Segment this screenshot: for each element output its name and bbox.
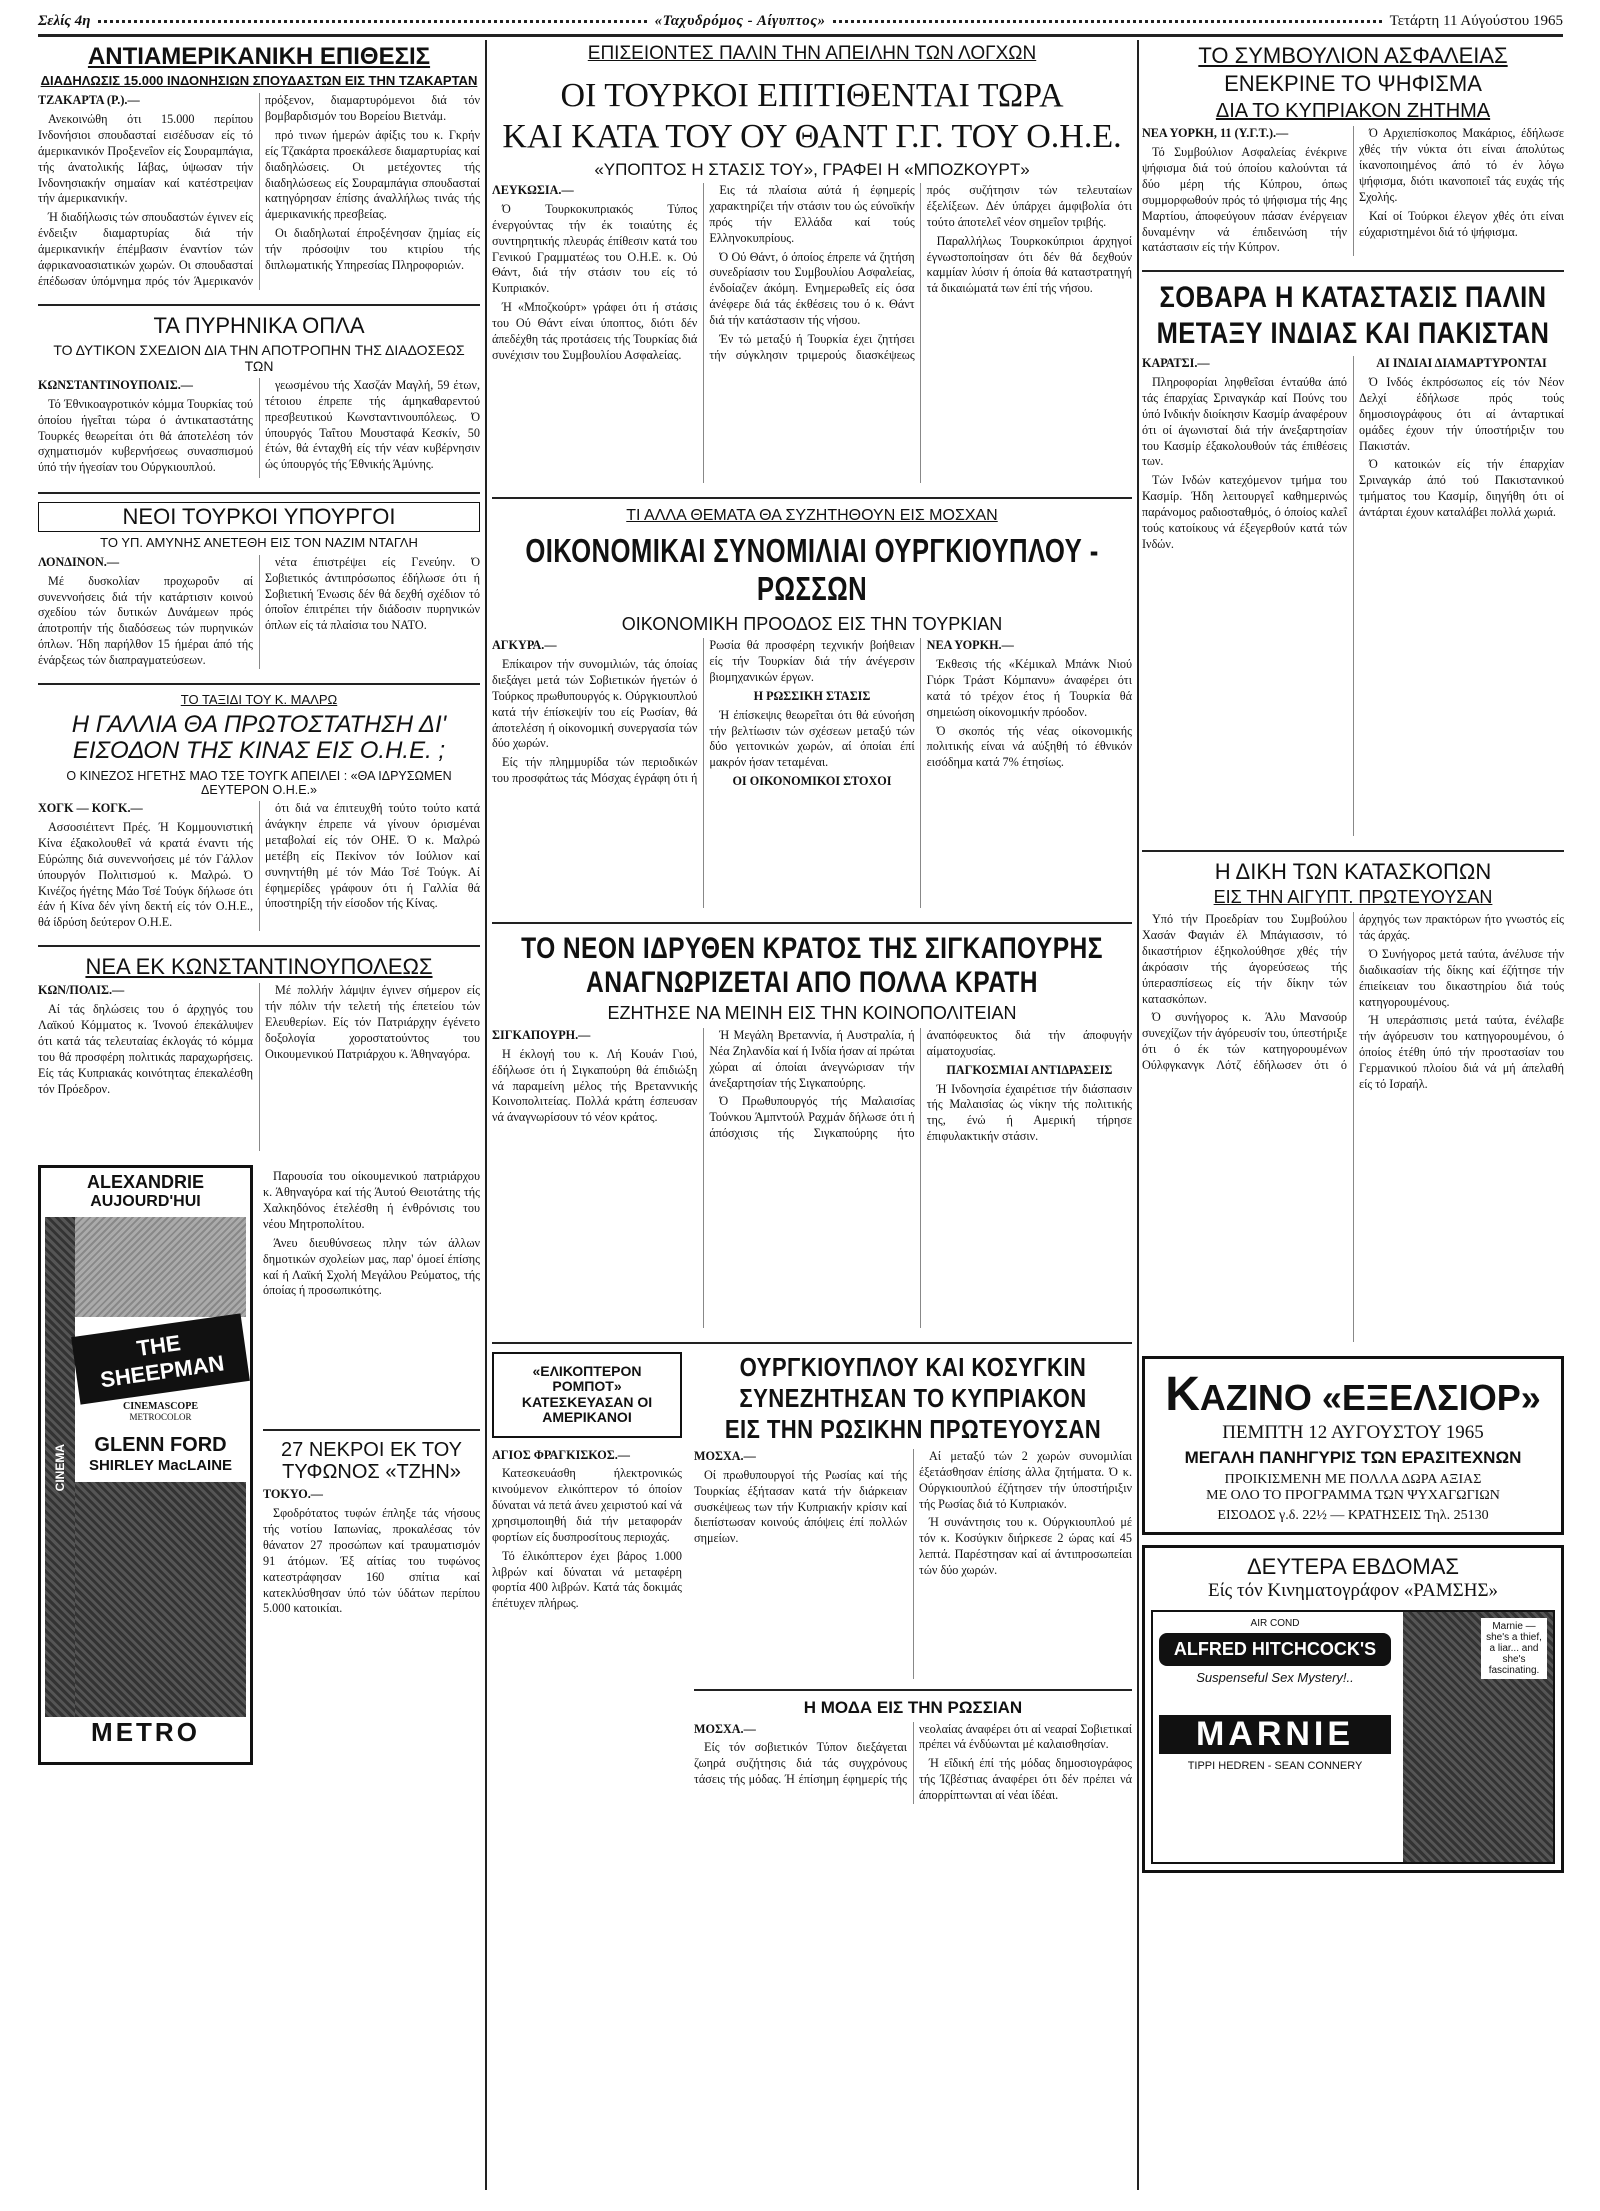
deck: ΟΙΚΟΝΟΜΙΚΗ ΠΡΟΟΔΟΣ ΕΙΣ ΤΗΝ ΤΟΥΡΚΙΑΝ [621,613,1003,634]
dateline: ΜΟΣΧΑ.— [694,1448,756,1463]
deck: ΤΟ ΥΠ. ΑΜΥΝΗΣ ΑΝΕΤΕΘΗ ΕΙΣ ΤΟΝ ΝΑΖΙΜ ΝΤΑΓΛΗ [100,534,418,550]
poster-photo [75,1482,246,1717]
headline: ΣΟΒΑΡΑ Η ΚΑΤΑΣΤΑΣΙΣ ΠΑΛΙΝ ΜΕΤΑΞΥ ΙΝΔΙΑΣ ΚΑΙ ΠΑΚΙΣΤΑΝ [1156,281,1550,351]
paragraph: Μέ πολλήν λάμψιν έγινεν σήμερον είς τήν πόλιν τήν τελετή τής έπετείου τών Ελευθερίων. Είς τόν Πατριάρχην έγένετο δοξολογία χοροστατούντος του Οικουμενικού Πατριάρχου κ. Άθηναγόρα. [265,983,480,1061]
dateline: ΚΩΝ/ΠΟΛΙΣ.— [38,983,125,998]
paragraph: Ή Μεγάλη Βρεταννία, ή Αυστραλία, ή Νέα Ζηλανδία καί ή Ινδία ήσαν αί πρώται χώραι αί όποίαι άνεγνώρισαν τήν άνεξαρτησίαν τής Σιγκαπούρης. [709,1027,915,1090]
paragraph: Είς τήν πλημμυρίδα τών περιοδικών του προσφάτως τάς Μόσχας έγράφη ότι ή Ρωσία θά προσφέρη τεχνικήν βοήθειαν είς τήν Τουρκίαν διά τήν άνέγερσιν βιομηχανικών έργων. [492,638,915,786]
paragraph: Ό σκοπός τής νέας οίκονομικής πολιτικής είναι νά αύξηθή τό έθνικόν εισόδημα κατά 7% έτησίως. [926,723,1132,770]
deck: ΕΖΗΤΗΣΕ ΝΑ ΜΕΙΝΗ ΕΙΣ ΤΗΝ ΚΟΙΝΟΠΟΛΙΤΕΙΑΝ [607,1003,1017,1024]
deck: ΔΙΑΔΗΛΩΣΙΣ 15.000 ΙΝΔΟΝΗΣΙΩΝ ΣΠΟΥΔΑΣΤΩΝ ΕΙΣ ΤΗΝ ΤΖΑΚΑΡΤΑΝ [40,73,478,89]
paragraph: ότι διά να έπιτευχθή τούτο τούτο κατά άνάγκην έπρεπε νά γίνουν όρισμέναι μεταβολαί είς τόν ΟΗΕ. Ό κ. Μαλρώ μετέβη είς Πεκίνον τόν Ιούλιον καί συνηντήθη μέ τόν Μάο Τσέ Τούγκ. Αί έφημερίδες γράφουν ότι ή Γαλλία θά ύποστηρίξη τήν είσοδον τής Κίνας. [265,801,480,911]
paragraph: Σφοδρότατος τυφών έπληξε τάς νήσους τής νοτίου Ιαπωνίας, προκαλέσας τόν θάνατον 27 προσώπων καί τραυματισμόν 91 άτόμων. Έξ αίτίας του τυφώνος κατεστράφησαν 160 σπίτια καί κατεκλύσθησαν ύπό τών ύδάτων περίπου 5.000 κατοικίαι. [263,1506,480,1616]
column-rule [485,40,487,2190]
masthead-rule [833,20,1381,23]
headline: ΟΥΡΓΚΙΟΥΠΛΟΥ ΚΑΙ ΚΟΣΥΓΚΙΝ [739,1351,1087,1382]
paragraph: Ό Πρωθυπουργός τής Μαλαισίας Τούνκου Άμπντούλ Ραχμάν δήλωσε ότι ή άπόσχισις τής Σιγκαπούρης ήτο άναπόφευκτος διά τήν άποφυγήν αίματοχυσίας. [709,1027,1132,1141]
paragraph: Ή Ινδονησία έχαιρέτισε τήν διάσπασιν τής Μαλαισίας ώς νίκην τής πολιτικής της, ένώ ή Αμερική τήρησε έπιφυλακτικήν στάσιν. [926,1081,1132,1144]
paragraph: Ό Αρχιεπίσκοπος Μακάριος, έδήλωσε χθές τήν νύκτα ότι είναι άπολύτως ίκανοποιημένος άπό τό έν λόγω ψήφισμα, διότι ικανοποιεΐ τάς ευχάς τής Σχολής. [1359,126,1564,204]
article-body [38,555,480,669]
paragraph: νέτα έπιστρέψει είς Γενεύην. Ό Σοβιετικός άντιπρόσωπος έδήλωσε ότι ή Σοβιετική Ένωσις δέν θά δεχθή σχέδιον τό όποΐον έπιτρέπει τήν διάδοσιν πυρηνικών όπλων είς τά πλαίσια του ΝΑΤΟ. [265,554,480,633]
dateline: ΛΟΝΔΙΝΟΝ.— [38,554,120,569]
headline: ΤΑ ΠΥΡΗΝΙΚΑ ΟΠΛΑ [153,312,365,338]
paragraph: Έν τώ μεταξύ ή Τουρκία έχει ζητήσει τήν σύγκλησιν τριμερούς διασκέψεως πρός συζήτησιν τών τελευταίων έξελίξεων. Δέν ύπάρχει άμφιβολία ότι τούτο άποτελεΐ νέον σημεΐον τριβής. [709,183,1132,362]
paragraph: Ό Ού Θάντ, ό όποίος έπρεπε νά ζητήση συνεδρίασιν του Συμβουλίου Ασφαλείας, ένδοίαζεν άκόμη. Ενημερωθεΐς είς όσα άνέφερε διά τάς έκθέσεις του ό κ. Θάντ διά τήν κατάστασιν τής νήσου. [709,249,915,328]
bottom-center-block [492,1352,1132,1968]
paragraph: Παραλλήλως Τουρκοκύπριοι άρχηγοί έγνωστοποίησαν ότι δέν θά δεχθούν καμμίαν λύσιν ή όποία θά καταστρατηγή τά δικαιώματά των έπί τής νήσου. [926,233,1132,296]
air-cond-label: AIR COND [1250,1618,1300,1630]
subhead: Η ΡΩΣΣΙΚΗ ΣΤΑΣΙΣ [753,688,871,703]
article-body [38,801,480,931]
article-typhoon-and-continued [263,1165,480,1765]
paragraph: Άνευ διευθύνσεως πλην τών άλλων δημοτικών σχολείων μας, παρ' όμοεί έπίσης καί ή Λαϊκή Σχολή Μεγάλου Ρεύματος, τής όποίας ή προσωπικότης. [263,1235,480,1298]
article-body [38,983,480,1151]
paragraph: Ασσοσιέιτεντ Πρές. Ή Κομμουνιστική Κίνα έξακολουθεΐ νά κρατά έναντι τής Εύρώπης διά συνεννοήσεις μέ τόν Γάλλον ύπουργόν Πολιτισμού κ. Μαλρώ. Ό Κινέζος ήγέτης Μάο Τσέ Τούγκ δήλωσε ότι έάν ή Κίνα δέν γίνη δεκτή είς τόν Ο.Η.Ε., θά ίδρύση δεύτερον Ο.Η.Ε. [38,820,253,930]
dateline: ΝΕΑ ΥΟΡΚΗ.— [926,638,1014,653]
article-urguplu-kosygin [694,1352,1132,1968]
cinema-name: Είς τόν Κινηματογράφον «ΡΑΜΣΗΣ» [1207,1580,1499,1602]
subhead: ΟΙ ΟΙΚΟΝΟΜΙΚΟΙ ΣΤΟΧΟΙ [732,774,892,789]
divider [38,945,480,947]
dateline: ΑΓΙΟΣ ΦΡΑΓΚΙΣΚΟΣ.— [492,1447,630,1462]
ad-line: ΜΕ ΟΛΟ ΤΟ ΠΡΟΓΡΑΜΜΑ ΤΩΝ ΨΥΧΑΓΩΓΙΩΝ [1206,1488,1500,1504]
director-name: ALFRED HITCHCOCK'S [1159,1633,1391,1666]
paragraph: Τό Έθνικοαγροτικόν κόμμα Τουρκίας τού όποίου ήγεΐται τώρα ό άντικαταστάτης Τουρκές θεωρείται ότι θά άποτελέση τόν σχηματισμόν κυβερνήσεως συνασπισμού ύπό τήν ήγεσίαν του Ούργκιουπλού. [38,396,253,475]
article-body [492,638,1132,908]
article-body [694,1449,1132,1679]
paragraph: Ό Ινδός έκπρόσωπος είς τόν Νέον Δελχί έδήλωσε πρός τούς δημοσιογράφους ότι αί άνταρτικαί ομάδες έχουν τήν ύποστήριξιν του Πακιστάν. [1359,375,1564,453]
masthead-rule [98,20,646,23]
subhead: ΠΑΓΚΟΣΜΙΑΙ ΑΝΤΙΔΡΑΣΕΙΣ [946,1062,1113,1077]
paragraph: Τών Ινδών κατεχόμενον τμήμα του Κασμίρ. Ήδη λειτουργεΐ καθημερινώς παράνομος ραδιοσταθμός, ό όποίος καλεΐ τούς κατοίκους νά έξεγερθούν κατά τών Ινδών. [1142,473,1347,551]
deck: «ΥΠΟΠΤΟΣ Η ΣΤΑΣΙΣ ΤΟΥ», ΓΡΑΦΕΙ Η «ΜΠΟΖΚΟΥΡΤ» [594,159,1030,179]
headline: Η ΓΑΛΛΙΑ ΘΑ ΠΡΩΤΟΣΤΑΤΗΣΗ ΔΙ' ΕΙΣΟΔΟΝ ΤΗΣ ΚΙΝΑΣ ΕΙΣ Ο.Η.Ε. ; [71,710,447,765]
headline: ΟΙΚΟΝΟΜΙΚΑΙ ΣΥΝΟΜΙΛΙΑΙ ΟΥΡΓΚΙΟΥΠΛΟΥ - ΡΩΣΣΩΝ [525,531,1099,607]
entry-price: ΕΙΣΟΔΟΣ γ.δ. 22½ — ΚΡΑΤΗΣΕΙΣ Τηλ. 25130 [1217,1508,1489,1524]
masthead [38,10,1563,32]
dateline: ΣΙΓΚΑΠΟΥΡΗ.— [492,1027,591,1042]
article-body [1142,912,1564,1342]
article-body [38,378,480,478]
article-body [38,93,480,289]
headline: ΝΕΑ ΕΚ ΚΩΝΣΤΑΝΤΙΝΟΥΠΟΛΕΩΣ [85,954,433,980]
article-body [492,1448,682,1968]
article-body [263,1487,480,1617]
ramses-cinema-ad [1142,1545,1564,1873]
headline: ΤΟ ΝΕΟΝ ΙΔΡΥΘΕΝ ΚΡΑΤΟΣ ΤΗΣ ΣΙΓΚΑΠΟΥΡΗΣ [521,932,1103,966]
ad-line: ΠΡΟΙΚΙΣΜΕΝΗ ΜΕ ΠΟΛΛΑ ΔΩΡΑ ΑΞΙΑΣ [1224,1472,1482,1488]
headline: Η ΜΟΔΑ ΕΙΣ ΤΗΝ ΡΩΣΣΙΑΝ [803,1697,1023,1717]
article-india-pakistan [1142,280,1564,836]
ad-initial: K [1165,1368,1200,1422]
article-robot-helicopter [492,1352,682,1968]
dateline: ΚΩΝΣΤΑΝΤΙΝΟΥΠΟΛΙΣ.— [38,378,193,393]
paragraph: Κατεσκευάσθη ήλεκτρονικώς κινούμενον ελικόπτερον τό όποίον δύναται νά πετά άνευ χειριστού καί νά χρησιμοποιηθή διά τήν μεταφοράν φορτίων είς δυσπροσίτους περιοχάς. [492,1466,682,1544]
paragraph: Υπό τήν Προεδρίαν του Συμβούλου Χασάν Φαγιάν έλ Μπάγιασσιν, τό δικαστήριον έξηκολούθησε χθές τήν άκρόασιν τής άγορεύσεως τής ύπερασπίσεως είς τήν δίκην τών κατασκόπων. [1142,912,1347,1006]
kazino-excelsior-ad [1142,1356,1564,1535]
paragraph: Η έκλογή του κ. Λή Κουάν Γιού, έδήλωσε ότι ή Σιγκαπούρη θά έπιδιώξη νά παραμείνη μέλος τής Βρεταννικής Κοινοπολιτείας. Πολλά κράτη έσπευσαν νά άναγνωρίσουν τό νέον κράτος. [492,1046,698,1125]
paragraph: Αί μεταξύ τών 2 χωρών συνομιλίαι έξετάσθησαν έπίσης άλλα ζητήματα. Ό κ. Ούργκιουπλού έζήτησεν τήν ύποστήριξιν τής Ρωσίας διά τό Κυπριακόν. [919,1448,1132,1511]
headline: 27 ΝΕΚΡΟΙ ΕΚ ΤΟΥ ΤΥΦΩΝΟΣ «ΤΖΗΝ» [281,1439,462,1484]
paragraph: Τό έλικόπτερον έχει βάρος 1.000 λιβρών καί δύναται νά μεταφέρη φορτία 400 λιβρών. Κατά τάς δοκιμάς έπέτυχεν πλήρως. [492,1548,682,1611]
column-rule [1137,40,1139,2190]
column-center [492,40,1132,2190]
event-title: ΜΕΓΑΛΗ ΠΑΝΗΓΥΡΙΣ ΤΩΝ ΕΡΑΣΙΤΕΧΝΩΝ [1184,1448,1522,1468]
dateline: ΤΖΑΚΑΡΤΑ (Ρ.).— [38,93,140,108]
divider [694,1689,1132,1691]
article-turks-attack-u-thant [492,43,1132,483]
event-date: ΠΕΜΠΤΗ 12 ΑΥΓΟΥΣΤΟΥ 1965 [1222,1422,1484,1444]
cinema-name: METRO [91,1717,200,1748]
headline: ΚΑΙ ΚΑΤΑ ΤΟΥ ΟΥ ΘΑΝΤ Γ.Γ. ΤΟΥ Ο.Η.Ε. [502,118,1122,156]
column-left [38,40,480,2190]
paragraph: Ή διαδήλωσις τών σπουδαστών έγινεν είς ένδειξιν διαμαρτυρίας διά τήν άμερικανικήν έπέμβασιν έναντίον τών άφρικανοασιατικών χωρών. Οι σπουδασταί έπέδωσαν ύπόμνημα πρός τόν Άμερικανόν πρόξενον, διαμαρτυρόμενοι διά τόν βομβαρδισμόν του Βορείου Βιετνάμ. [38,93,480,288]
paragraph: Αί τάς δηλώσεις του ό άρχηγός του Λαϊκού Κόμματος κ. Ίνονού έπεκάλυψεν ότι κατά τάς τελευταίας έκλογάς τό κόμμα του θά προσφέρη πολιτικάς παραχωρήσεις. Είς τάς Κυπριακάς κοινότητας έπεκαλέσθη τόν Πρόεδρον. [38,1002,253,1096]
poster-quote: Marnie — she's a thief, a liar... and she's fascinating. [1481,1618,1547,1679]
film-title: MARNIE [1159,1715,1391,1754]
divider [1142,850,1564,852]
paragraph: Επίκαιρον τήν συνομιλιών, τάς όποίας διεξάγει μετά τών Σοβιετικών ήγετών ό Τούρκος πρωθυπουργός κ. Ούργκιουπλού κατά τήν έπίσκεψίν του είς Ρωσίαν, θά άποτελέση ή οίκονομική συνεργασία τών δύο χωρών. [492,657,698,751]
column-right [1142,40,1564,2190]
article-constantinople-news [38,955,480,1151]
paragraph: Μέ δυσκολίαν προχωροΰν αί συνεννοήσεις διά τήν κατάρτισιν κοινού σχεδίου τών δυτικών Δυνάμεων πρός άποτροπήν τής διαδόσεως τών πυρηνικών όπλων. Ήδη παρήλθον 15 ήμέραι άπό τής ένάρξεως τών διαπραγματεύσεων. [38,573,253,667]
ad-artwork [45,1217,246,1717]
kicker: ΤΙ ΑΛΛΑ ΘΕΜΑΤΑ ΘΑ ΣΥΖΗΤΗΘΟΥΝ ΕΙΣ ΜΟΣΧΑΝ [626,507,998,525]
poster-photo [1403,1612,1553,1862]
article-body [694,1722,1132,1804]
ad-when: AUJOURD'HUI [90,1193,201,1211]
divider [492,922,1132,924]
paragraph: Τό Συμβούλιον Ασφαλείας ένέκρινε ψήφισμα διά τού όποίου καλούνται τά δύο μέρη τής Κύπρου, όπως συμμορφωθούν πρός τό ψήφισμα τής 4ης Μαρτίου, άποφεύγουν πάσαν ένέργειαν δυναμένην νά έπιδεινώση τήν κατάστασιν είς τήν Κύπρον. [1142,145,1347,255]
article-anti-american-attack [38,44,480,290]
film-stars: TIPPI HEDREN - SEAN CONNERY [1187,1760,1363,1773]
poster-photo [75,1217,246,1317]
kicker: ΤΟ ΤΑΞΙΔΙ ΤΟΥ Κ. ΜΑΛΡΩ [180,691,338,707]
article-turkish-ministers [38,502,480,669]
paragraph: Παρουσία του οίκουμενικού πατριάρχου κ. Άθηναγόρα καί τής Άυτού Θειοτάτης τής Χαλκηδόνος έτελέσθη ή ένθρόνισις του νέου Μητροπολίτου. [263,1169,480,1231]
poster-text [1153,1612,1397,1862]
divider [492,497,1132,499]
ad-main-art [75,1217,246,1717]
paragraph: Ό Τουρκοκυπριακός Τύπος ένεργούντας τήν έκ τοιαύτης ές συντηρητικής πλευράς έπίθεσιν κατά του Γενικού Γραμματέως του Ο.Η.Ε. κ. Ού Θάντ, διά τήν στάσιν του είς τό Κυπριακόν. [492,202,698,296]
article-singapore [492,932,1132,1328]
headline: ΣΥΝΕΖΗΤΗΣΑΝ ΤΟ ΚΥΠΡΙΑΚΟΝ [739,1382,1087,1413]
ad-week: ΔΕΥΤΕΡΑ ΕΒΔΟΜΑΣ [1246,1554,1460,1580]
star-name: SHIRLEY MacLAINE [88,1457,233,1475]
headline: Η ΔΙΚΗ ΤΩΝ ΚΑΤΑΣΚΟΠΩΝ [1214,859,1492,885]
paragraph: Ή εΐδική έπί τής μόδας δημοσιογράφος τής Ίζβέστιας άναφέρει ότι δέν πρέπει νά άπορρίπτωνται αί νέαι ίδέαι. [919,1756,1132,1803]
dateline: ΛΕΥΚΩΣΙΑ.— [492,183,574,198]
divider [1142,270,1564,272]
headline: ΝΕΟΙ ΤΟΥΡΚΟΙ ΥΠΟΥΡΓΟΙ [38,502,480,532]
headline: «ΕΛΙΚΟΠΤΕΡΟΝ ΡΟΜΠΟΤ» ΚΑΤΕΣΚΕΥΑΣΑΝ ΟΙ ΑΜΕΡΙΚΑΝΟΙ [521,1362,653,1426]
cinema-label: CINEMA [53,1443,67,1492]
headline: ΑΝΤΙΑΜΕΡΙΚΑΝΙΚΗ ΕΠΙΘΕΣΙΣ [87,43,431,70]
paragraph: πρό τινων ήμερών άφίξις του κ. Γκρήν είς Τζακάρτα προεκάλεσε διαμαρτυρίας καί διαδηλώσεις. Οι μετέχοντες τής διαδηλώσεως είς Σουραμπάγια σπουδασταί κατηγόρησαν έπίσης άναλλήλως τινάς τής άμερικανικής πρεσβείας. [265,128,480,222]
divider [38,492,480,494]
paragraph: Ή έπίσκεψις θεωρεΐται ότι θά εύνοήση τήν βελτίωσιν τών σχέσεων μεταξύ τών δύο γειτονικών χωρών, αί όποίαι έπί μακρόν ήσαν τεταμέναι. [709,707,915,770]
paragraph: Ανεκοινώθη ότι 15.000 περίπου Ινδονήσιοι σπουδασταί εισέδυσαν είς τό άμερικανικόν Προξενεΐον είς Σουραμπάγια, τής άνατολικής Ιάβας, ύψωσαν τήν Ινδονησιακήν σημαίαν καί κατέστρεψαν τήν άμερικανικήν. [38,112,253,206]
dateline: ΤΟΚΥΟ.— [263,1487,323,1502]
article-body [492,183,1132,483]
ad-side-strip [45,1217,75,1717]
paragraph: γεωσμένου τής Χασζάν Μαγλή, 59 έτων, τέτοιου έπρεπε τής άμηκαθαρεντού πρεσβευτικού Κωνσταντινουπόλεως. Ό ύπουργός Ταΐτου Μουσταφά Κεσκίν, 50 έτών, θά ένταχθή είς τήν νέαν κυβέρνησιν ώς ύπουργός τής Έθνικής Άμύνης. [265,378,480,472]
paragraph: Είς τόν σοβιετικόν Τύπον διεξάγεται ζωηρά συζήτησις διά τάς συγχρόνους τάσεις τής μόδας. Ή έπίσημη έφημερίς τής νεολαίας άναφέρει ότι αί νεαραί Σοβιετικαί πρέπει νά ένδύωνται μέ καλαισθησίαν. [694,1721,1132,1787]
paragraph: Ό συνήγορος κ. Άλυ Μανσούρ συνεχίζων τήν άγόρευσίν του, ύπεστήριξε ότι ό έκ τών κατηγορουμένων Ούλφγκανγκ Λότζ έδήλωσεν ότι ό άρχηγός των πρακτόρων ήτο γνωστός είς τάς άρχάς. [1142,912,1564,1072]
paragraph: Ό κατοικών είς τήν έπαρχίαν Σριναγκάρ άπό τού Πακιστανικού τμήματος του Κασμίρ, διηγήθη ότι οί άντάρται έχουν καταλάβει πολλά χωριά. [1359,457,1564,519]
article-body [492,1028,1132,1328]
paragraph: Εις τά πλαίσια αύτά ή έφημερίς χαρακτηρίζει τήν στάσιν του ώς εύνοϊκήν πρός τήν Ελλάδα καί τούς Ελληνοκυπρίους. [709,183,915,245]
article-nuclear-weapons [38,314,480,478]
dateline: ΝΕΑ ΥΟΡΚΗ, 11 (Υ.Γ.Τ.).— [1142,126,1289,141]
page-number: Σελίς 4η [38,12,91,29]
divider [38,683,480,685]
article-spy-trial [1142,860,1564,1342]
deck: ΤΟ ΔΥΤΙΚΟΝ ΣΧΕΔΙΟΝ ΔΙΑ ΤΗΝ ΑΠΟΤΡΟΠΗΝ ΤΗΣ ΔΙΑΔΟΣΕΩΣ ΤΩΝ [53,341,465,374]
headline: ΑΝΑΓΝΩΡΙΖΕΤΑΙ ΑΠΟ ΠΟΛΛΑ ΚΡΑΤΗ [586,966,1038,1000]
article-malraux-trip [38,693,480,931]
kicker: ΤΟ ΣΥΜΒΟΥΛΙΟΝ ΑΣΦΑΛΕΙΑΣ [1198,43,1508,68]
venue-name: ΑΖΙΝΟ «ΕΞΕΛΣΙΟΡ» [1199,1377,1541,1419]
article-body [1142,356,1564,836]
deck: ΕΙΣ ΤΗΝ ΑΙΓΥΠΤ. ΠΡΩΤΕΥΟΥΣΑΝ [1213,887,1493,908]
dateline: ΜΟΣΧΑ.— [694,1721,756,1736]
dateline: ΑΓΚΥΡΑ.— [492,638,557,653]
headline: ΕΝΕΚΡΙΝΕ ΤΟ ΨΗΦΙΣΜΑ [1224,71,1482,97]
film-color: METROCOLOR [129,1412,192,1423]
film-title: THE SHEEPMAN [71,1314,250,1405]
paragraph: Καί οί Τούρκοι έλεγον χθές ότι είναι εύχαριστημένοι διά τό ψήφισμα. [1359,208,1564,239]
metro-cinema-ad [38,1165,253,1765]
dateline: ΚΑΡΑΤΣΙ.— [1142,356,1210,371]
ad-artwork [1151,1610,1555,1864]
top-rule [38,34,1563,37]
paragraph: Ή υπεράσπισις μετά ταύτα, ένέλαβε τήν άγόρευσιν του κατηγορουμένου, ό όποίος έτέθη ύπό τήν προστασίαν του Γερμανικού πλοίου διά νά μή άπελαθή είς τό Ισραήλ. [1359,1013,1564,1091]
article-body [1142,126,1564,256]
ad-title [1153,1367,1553,1422]
bottom-left-block [38,1165,480,1765]
paragraph: Ή «Μποζκούρτ» γράφει ότι ή στάσις του Ού Θάντ είναι ύποπτος, διότι δέν άπεδέχθη τάς προτάσεις τής Τουρκίας διά συνέχισιν του Συμβουλίου Ασφαλείας. [492,300,698,362]
paragraph: Πληροφορίαι ληφθεΐσαι ένταύθα άπό τάς έπαρχίας Σριναγκάρ καί Πούνς του ύπό Ινδικήν διοίκησιν Κασμίρ άναφέρουν ότι οί άγωνισταί διά τήν άνεξαρτησίαν του Κασμίρ έξακολουθούν τάς έπιθέσεις των. [1142,375,1347,469]
deck: ΔΙΑ ΤΟ ΚΥΠΡΙΑΚΟΝ ΖΗΤΗΜΑ [1215,100,1491,123]
paragraph: Οι διαδηλωταί έπροξένησαν ζημίας είς τήν πρόσοψιν του κτιρίου τής διπλωματικής Υπηρεσίας Πληροφοριών. [265,226,480,272]
headline: ΟΙ ΤΟΥΡΚΟΙ ΕΠΙΤΙΘΕΝΤΑΙ ΤΩΡΑ [560,76,1064,114]
article-economic-talks [492,507,1132,908]
article-body-continued [263,1169,480,1419]
paragraph: Ή συνάντησις του κ. Ούργκιουπλού μέ τόν κ. Κοσύγκιν διήρκεσε 2 ώρας καί 45 λεπτά. Παρέστησαν καί αί άντιπροσωπείαι τών δύο χωρών. [919,1515,1132,1577]
subhead: ΑΙ ΙΝΔΙΑΙ ΔΙΑΜΑΡΤΥΡΟΝΤΑΙ [1376,356,1547,371]
paragraph: Έκθεσις τής «Κέμικαλ Μπάνκ Νιού Γιόρκ Τράστ Κόμπανυ» άναφέρει ότι κατά τό τρέχον έτος ή Τουρκία θά σημειώση οίκονομικήν πρόοδον. [926,657,1132,719]
dateline: ΧΟΓΚ — ΚΟΓΚ.— [38,801,143,816]
headline: ΕΙΣ ΤΗΝ ΡΩΣΙΚΗΝ ΠΡΩΤΕΥΟΥΣΑΝ [724,1413,1102,1444]
paragraph: Οί πρωθυπουργοί τής Ρωσίας καί τής Τουρκίας έξήτασαν κατά τήν διάρκειαν συσκέψεως των τήν Κυπριακήν κρίσιν καί διεπίστωσαν κοινούς άπόψεις έπί πολλών σημείων. [694,1467,907,1546]
newspaper-name: «Ταχυδρόμος - Αίγυπτος» [654,12,826,29]
kicker: ΕΠΙΣΕΙΟΝΤΕΣ ΠΑΛΙΝ ΤΗΝ ΑΠΕΙΛΗΝ ΤΩΝ ΛΟΓΧΩΝ [587,43,1037,64]
headline-box [492,1352,682,1438]
film-tagline: Suspenseful Sex Mystery!.. [1196,1670,1354,1686]
star-name: GLENN FORD [94,1434,227,1457]
issue-date: Τετάρτη 11 Αύγούστου 1965 [1389,12,1563,29]
article-security-council [1142,44,1564,256]
ad-city: ALEXANDRIE [86,1172,204,1193]
film-format: CINEMASCOPE [122,1401,198,1413]
paragraph: Ό Συνήγορος μετά ταύτα, άνέλυσε τήν διαδικασίαν τής δίκης καί έζήτησε τήν έπιείκειαν του δικαστηρίου διά τούς κατηγορουμένους. [1359,946,1564,1009]
divider [492,1342,1132,1344]
divider [38,304,480,306]
divider [263,1429,480,1431]
deck: Ο ΚΙΝΕΖΟΣ ΗΓΕΤΗΣ ΜΑΟ ΤΣΕ ΤΟΥΓΚ ΑΠΕΙΛΕΙ : «ΘΑ ΙΔΡΥΣΩΜΕΝ ΔΕΥΤΕΡΟΝ Ο.Η.Ε.» [66,768,452,797]
